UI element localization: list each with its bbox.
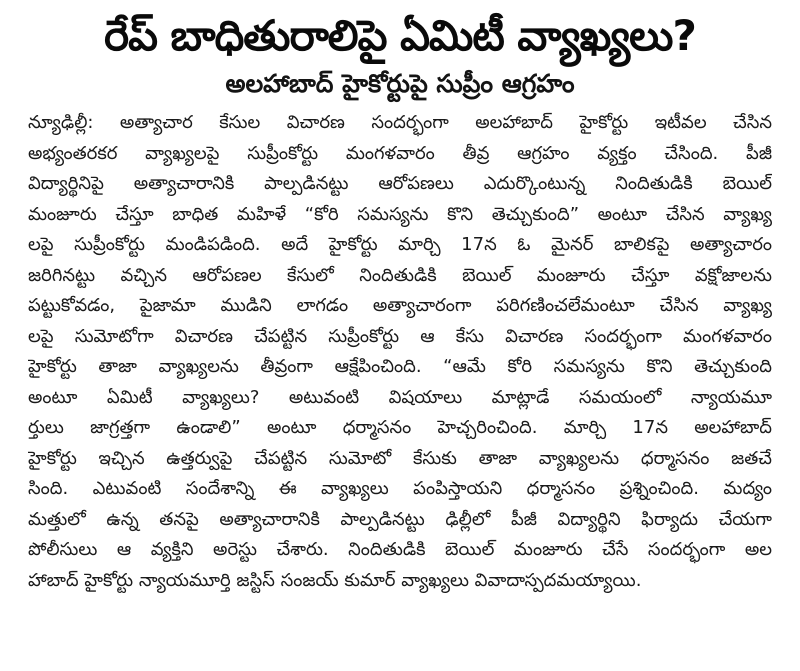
body-line: జరిగినట్టు వచ్చిన ఆరోపణల కేసులో నిందితుడికి బెయిల్ మంజూరు చేస్తూ వక్షోజాలను [28, 264, 772, 286]
body-line: అభ్యంతరకర వ్యాఖ్యలపై సుప్రీంకోర్టు మంగళవారం తీవ్ర ఆగ్రహం వ్యక్తం చేసింది. పీజీ [28, 142, 772, 164]
body-line: ర్తులు జాగ్రత్తగా ఉండాలి” అంటూ ధర్మాసనం హెచ్చరించింది. మార్చి 17న అలహాబాద్ [28, 417, 772, 438]
body-line: అంటూ ఏమిటీ వ్యాఖ్యలు? అటువంటి విషయాలు మాట్లాడే సమయంలో న్యాయమూ [28, 386, 772, 408]
body-line: మంజూరు చేస్తూ బాధిత మహిళే “కోరి సమస్యను కొని తెచ్చుకుంది” అంటూ చేసిన వ్యాఖ్య [28, 203, 772, 225]
body-line: లపై సుప్రీంకోర్టు మండిపడింది. అదే హైకోర్టు మార్చి 17న ఓ మైనర్ బాలికపై అత్యాచారం [28, 234, 772, 255]
body-line: హైకోర్టు ఇచ్చిన ఉత్తర్వుపై చేపట్టిన సుమోటో కేసుకు తాజా వ్యాఖ్యలను ధర్మాసనం జతచే [28, 447, 772, 469]
body-line: సింది. ఎటువంటి సందేశాన్ని ఈ వ్యాఖ్యలు పంపిస్తాయని ధర్మాసనం ప్రశ్నించింది. మద్యం [28, 478, 772, 499]
article-body [28, 108, 772, 596]
body-line: పోలీసులు ఆ వ్యక్తిని అరెస్టు చేశారు. నిందితుడికి బెయిల్ మంజూరు చేసే సందర్భంగా అల [28, 539, 772, 560]
body-line: న్యూఢిల్లీ: అత్యాచార కేసుల విచారణ సందర్భంగా అలహాబాద్ హైకోర్టు ఇటీవల చేసిన [28, 112, 772, 133]
body-line: పట్టుకోవడం, పైజామా ముడిని లాగడం అత్యాచారంగా పరిగణించలేమంటూ చేసిన వ్యాఖ్య [28, 295, 772, 316]
body-line: లపై సుమోటోగా విచారణ చేపట్టిన సుప్రీంకోర్టు ఆ కేసు విచారణ సందర్భంగా మంగళవారం [28, 325, 772, 347]
body-line: మత్తులో ఉన్న తనపై అత్యాచారానికి పాల్పడినట్టు ఢిల్లీలో పీజీ విద్యార్థిని ఫిర్యాదు చేయగా [28, 508, 772, 530]
body-line: విద్యార్థినిపై అత్యాచారానికి పాల్పడినట్టు ఆరోపణలు ఎదుర్కొంటున్న నిందితుడికి బెయిల్ [28, 173, 772, 194]
subheadline: అలహాబాద్ హైకోర్టుపై సుప్రీం ఆగ్రహం [225, 69, 575, 98]
body-line: హాబాద్ హైకోర్టు న్యాయమూర్తి జస్టిస్ సంజయ్ కుమార్ వ్యాఖ్యలు వివాదాస్పదమయ్యాయి. [28, 569, 642, 591]
headline: రేప్ బాధితురాలిపై ఏమిటీ వ్యాఖ్యలు? [104, 11, 696, 60]
body-line: హైకోర్టు తాజా వ్యాఖ్యలను తీవ్రంగా ఆక్షేపించింది. “ఆమే కోరి సమస్యను కొని తెచ్చుకుంది [28, 356, 772, 377]
